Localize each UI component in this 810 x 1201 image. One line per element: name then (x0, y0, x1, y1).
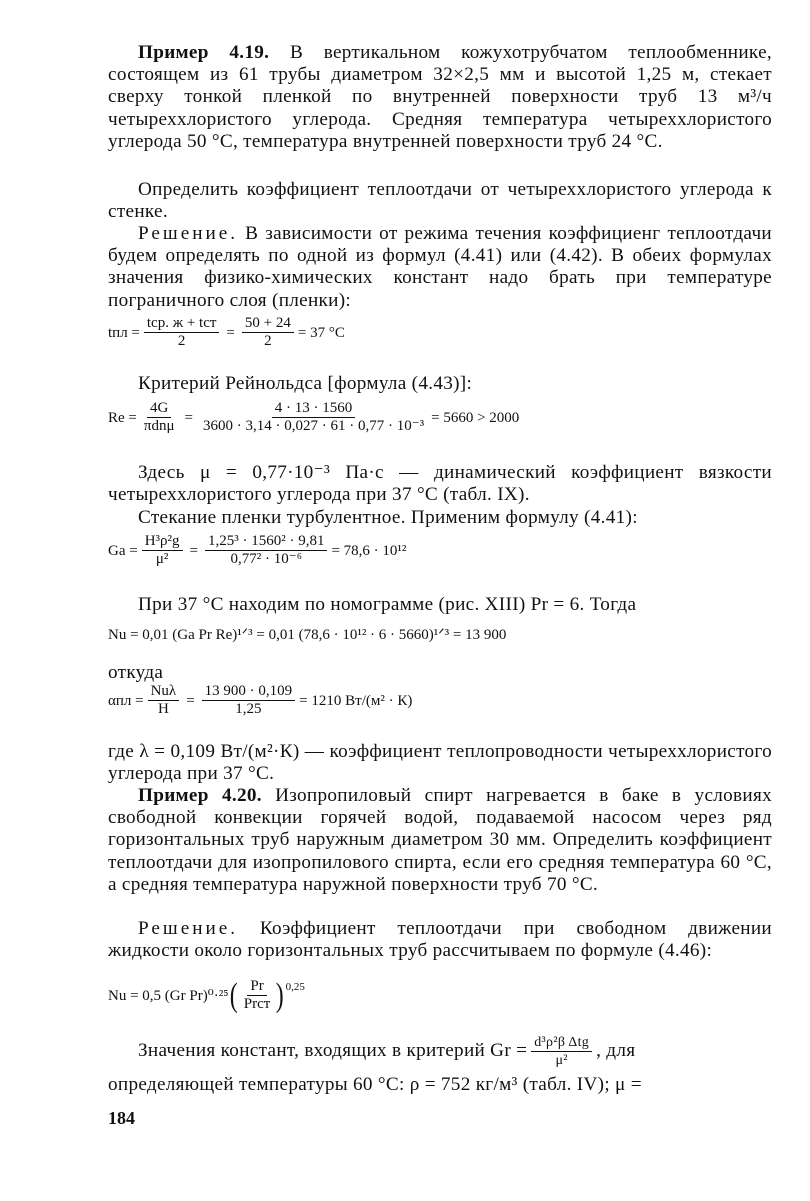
task-4-19: Определить коэффициент теплоотдачи от четыреххлористого углерода к стенке. (108, 179, 772, 223)
page-number: 184 (108, 1108, 135, 1128)
numerator: 4 · 13 · 1560 (272, 400, 356, 418)
formula-lhs: Ga = (108, 542, 138, 559)
denominator: μ² (555, 1053, 568, 1068)
formula-lhs: tпл = (108, 324, 140, 341)
pr-note: При 37 °С находим по номограмме (рис. XIII) Pr = 6. Тогда (138, 594, 637, 615)
fraction (142, 533, 183, 568)
solution-4-20-label: Решение. (138, 918, 239, 939)
fraction (200, 400, 427, 435)
numerator: 4G (147, 400, 171, 418)
numerator: Nuλ (148, 683, 180, 701)
formula-free-convection (108, 978, 305, 1013)
fraction (148, 683, 180, 718)
denominator: 3600 · 3,14 · 0,027 · 61 · 0,77 · 10⁻³ (202, 418, 425, 434)
formula-galileo (108, 533, 406, 568)
constants-line (108, 1034, 772, 1069)
denominator: Prст (243, 996, 271, 1012)
formula-alpha (108, 683, 412, 718)
equals-sign: = (226, 324, 235, 341)
numerator: 13 900 · 0,109 (202, 683, 296, 701)
reynolds-intro: Критерий Рейнольдса [формула (4.43)]: (138, 373, 473, 394)
fraction (141, 400, 178, 435)
fraction (144, 315, 220, 350)
numerator: d³ρ²β Δtg (531, 1034, 592, 1052)
solution-4-20-text: Коэффициент теплоотдачи при свободном движении жидкости около горизонтальных труб рассчитываем по формуле (4.46): (108, 918, 772, 962)
example-4-20-label: Пример 4.20. (138, 785, 262, 806)
solution-4-19-paragraph (108, 223, 772, 312)
formula-lhs: αпл = (108, 692, 144, 709)
mu-note: Здесь μ = 0,77·10⁻³ Па·с — динамический коэффициент вязкости четыреххлористого углерода при 37 °С (табл. IX). (108, 462, 772, 506)
formula-result: = 1210 Вт/(м² · К) (299, 692, 413, 709)
fraction (202, 683, 296, 718)
fraction (242, 315, 294, 350)
solution-4-20-paragraph (108, 918, 772, 962)
last-line: определяющей температуры 60 °С: ρ = 752 кг/м³ (табл. IV); μ = (108, 1074, 642, 1095)
denominator: 0,77² · 10⁻⁶ (230, 551, 302, 567)
numerator: H³ρ²g (142, 533, 183, 551)
equals-sign: = (184, 409, 193, 426)
equals-sign: = (189, 542, 198, 559)
formula-nusselt: Nu = 0,01 (Ga Pr Re)¹ᐟ³ = 0,01 (78,6 · 10¹² · 6 · 5660)¹ᐟ³ = 13 900 (108, 627, 507, 643)
example-4-20-text: Изопропиловый спирт нагревается в баке в условиях свободной конвекции горячей водой, подаваемой насосом через ряд горизонтальных труб наружным диаметром 30 мм. Определить коэффициент теплоотдачи для изопропилового спирта, если его средняя температура 60 °С, а средняя температура наружной поверхности труб 70 °С. (108, 785, 772, 895)
denominator: H (157, 701, 169, 717)
example-4-19-text: В вертикальном кожухотрубчатом теплообменнике, состоящем из 61 трубы диаметром 32×2,5 мм и высотой 1,25 м, стекает сверху тонкой пленкой по внутренней поверхности труб 13 м³/ч четыреххлористого углерода. Средняя температура четыреххлористого углерода 50 °С, температура внутренней поверхности труб 24 °С. (108, 42, 772, 152)
example-4-19-paragraph (108, 42, 772, 153)
flow-note: Стекание пленки турбулентное. Применим формулу (4.41): (138, 507, 638, 528)
example-4-19-label: Пример 4.19. (138, 42, 270, 63)
left-paren: ( (230, 976, 239, 1014)
numerator: tср. ж + tст (144, 315, 220, 333)
right-paren: ) (276, 976, 284, 1014)
fraction (205, 533, 327, 568)
denominator: 2 (264, 333, 272, 349)
denominator: μ² (155, 551, 169, 567)
lambda-note: где λ = 0,109 Вт/(м²·К) — коэффициент теплопроводности четыреххлористого углерода при 37 °С. (108, 741, 772, 785)
formula-result: = 78,6 · 10¹² (331, 542, 407, 559)
formula-result: = 37 °С (297, 324, 345, 341)
formula-lhs: Re = (108, 409, 137, 426)
constants-text-after: , для (596, 1040, 636, 1062)
denominator: 1,25 (235, 701, 262, 717)
denominator: 2 (177, 333, 186, 349)
solution-4-19-text: В зависимости от режима течения коэффициенг теплоотдачи будем определять по одной из формул (4.41) или (4.42). В обеих формулах значения физико-химических констант надо брать при температуре пограничного слоя (пленки): (108, 223, 772, 311)
formula-film-temperature (108, 315, 345, 350)
fraction (531, 1034, 592, 1069)
constants-text-before: Значения констант, входящих в критерий Gr = (138, 1040, 528, 1062)
exponent: 0,25 (285, 981, 305, 993)
numerator: 50 + 24 (242, 315, 294, 333)
numerator: Pr (247, 978, 266, 996)
whence-word: откуда (108, 662, 164, 683)
equals-sign: = (186, 692, 195, 709)
denominator: πdnμ (143, 418, 175, 434)
fraction (241, 978, 274, 1013)
numerator: 1,25³ · 1560² · 9,81 (205, 533, 327, 551)
example-4-20-paragraph (108, 785, 772, 896)
formula-lhs: Nu = 0,5 (Gr Pr)⁰·²⁵ (108, 987, 229, 1004)
solution-4-19-label: Решение. (138, 223, 239, 244)
formula-reynolds (108, 400, 519, 435)
formula-result: = 5660 > 2000 (431, 409, 520, 426)
